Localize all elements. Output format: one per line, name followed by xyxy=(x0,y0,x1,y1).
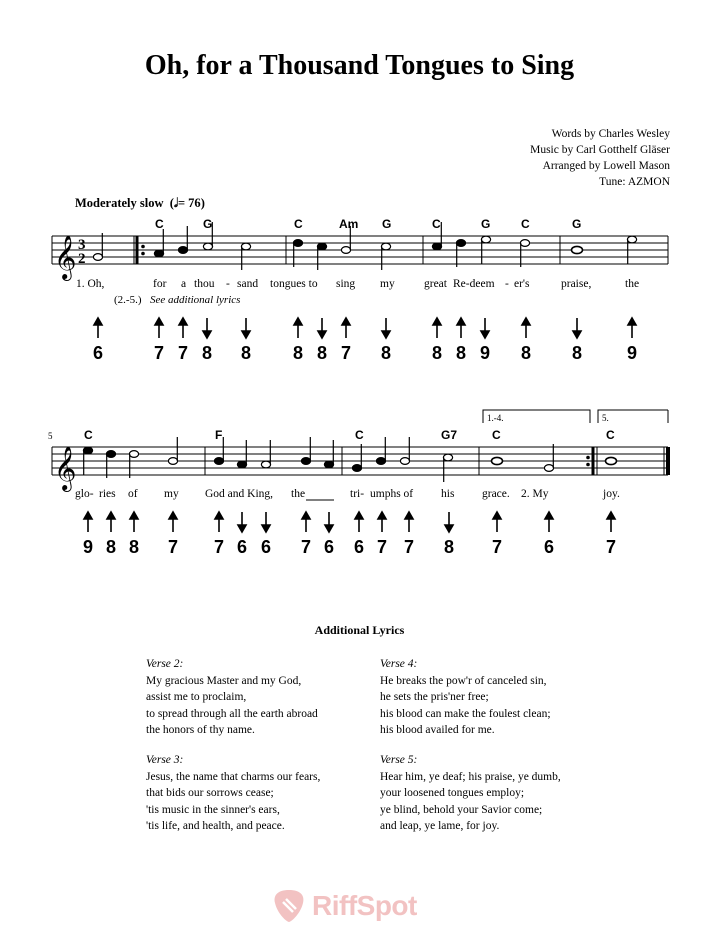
lyric: 2. My xyxy=(521,488,549,500)
lyric: a xyxy=(181,278,187,290)
harmonica-hole: 6 xyxy=(236,537,248,557)
harmonica-hole: 6 xyxy=(543,537,555,557)
lyric: grace. xyxy=(482,488,510,500)
harmonica-hole: 6 xyxy=(92,343,104,363)
verse-line: the honors of thy name. xyxy=(146,724,255,736)
verse-block xyxy=(146,752,320,835)
credit-words: Words by Charles Wesley xyxy=(551,128,670,140)
harmonica-arrows-system2 xyxy=(84,512,615,532)
harmonica-hole: 8 xyxy=(431,343,443,363)
harmonica-arrows-system1 xyxy=(94,318,636,338)
song-title: Oh, for a Thousand Tongues to Sing xyxy=(144,50,575,81)
harmonica-hole: 8 xyxy=(105,537,117,557)
chord-symbol: G xyxy=(572,217,582,231)
verse-block xyxy=(146,656,318,739)
harmonica-hole: 8 xyxy=(128,537,140,557)
verse-label: Verse 4: xyxy=(380,658,418,670)
treble-clef-icon: 𝄞 xyxy=(54,235,77,279)
harmonica-hole: 7 xyxy=(167,537,179,557)
credit-tune: Tune: AZMON xyxy=(599,176,670,188)
harmonica-hole: 8 xyxy=(380,343,392,363)
lyric: umphs of xyxy=(370,488,414,500)
harmonica-hole: 8 xyxy=(455,343,467,363)
verse-line: his blood availed for me. xyxy=(380,724,495,736)
lyric: the xyxy=(625,278,640,290)
see-additional-lyrics: See additional lyrics xyxy=(150,294,241,306)
lyric: my xyxy=(164,488,179,500)
verse-line: he sets the pris'ner free; xyxy=(380,691,489,703)
lyric: sand xyxy=(237,278,259,290)
svg-text:2: 2 xyxy=(78,251,86,267)
credit-arranged: Arranged by Lowell Mason xyxy=(542,160,670,172)
harmonica-hole: 7 xyxy=(340,343,352,363)
chord-symbol: Am xyxy=(339,217,359,231)
svg-text:3: 3 xyxy=(78,237,86,253)
chord-symbol: C xyxy=(521,217,530,231)
lyric: the xyxy=(291,488,306,500)
lyric: of xyxy=(128,488,138,500)
volta-2-label: 5. xyxy=(602,413,609,423)
harmonica-hole: 7 xyxy=(177,343,189,363)
verse-line: Jesus, the name that charms our fears, xyxy=(146,770,321,783)
riffspot-logo xyxy=(272,888,417,924)
time-signature xyxy=(78,237,86,267)
additional-lyrics-heading: Additional Lyrics xyxy=(314,623,405,637)
verse-line: My gracious Master and my God, xyxy=(146,674,302,687)
chord-symbol: G xyxy=(481,217,491,231)
treble-clef-icon: 𝄞 xyxy=(54,446,77,490)
harmonica-hole: 7 xyxy=(300,537,312,557)
verse-range: (2.-5.) xyxy=(114,294,142,306)
verse-block xyxy=(380,656,551,739)
lyric: ries xyxy=(99,488,116,500)
harmonica-hole: 9 xyxy=(82,537,94,557)
harmonica-hole: 8 xyxy=(201,343,213,363)
verse-line: and leap, ye lame, for joy. xyxy=(380,820,500,832)
chord-symbol: G7 xyxy=(441,428,458,442)
half-note-icon: 𝅗𝅥 xyxy=(173,196,178,210)
harmonica-hole: 6 xyxy=(353,537,365,557)
verse-line: that bids our sorrows cease; xyxy=(146,787,274,799)
lyric: great xyxy=(424,278,447,290)
lyric: his xyxy=(441,488,455,500)
lyric: Re-deem xyxy=(453,278,495,290)
verse-line: 'tis music in the sinner's ears, xyxy=(146,803,280,816)
chord-symbol: G xyxy=(203,217,213,231)
verse-line: assist me to proclaim, xyxy=(146,691,247,703)
harmonica-hole: 8 xyxy=(443,537,455,557)
chord-symbol: C xyxy=(355,428,364,442)
verse-block xyxy=(380,752,561,835)
lyric: 1. Oh, xyxy=(76,278,105,290)
chord-symbol: C xyxy=(294,217,303,231)
measure-number: 5 xyxy=(48,431,53,441)
harmonica-hole: 7 xyxy=(376,537,388,557)
verse-label: Verse 5: xyxy=(380,754,418,766)
tempo-marking: Moderately slow (𝅗𝅥= 76) xyxy=(75,196,205,210)
harmonica-hole: 6 xyxy=(260,537,272,557)
harmonica-hole: 8 xyxy=(520,343,532,363)
lyric: thou xyxy=(194,278,215,290)
harmonica-hole: 8 xyxy=(240,343,252,363)
lyric: er's xyxy=(514,278,530,290)
chord-symbol: G xyxy=(382,217,392,231)
lyric: God and King, xyxy=(205,488,274,500)
lyric: sing xyxy=(336,278,356,290)
harmonica-hole: 7 xyxy=(213,537,225,557)
harmonica-hole: 7 xyxy=(403,537,415,557)
verse-label: Verse 3: xyxy=(146,754,184,766)
chord-symbol: C xyxy=(155,217,164,231)
lyric: tri- xyxy=(350,488,365,500)
volta-brackets xyxy=(483,410,668,423)
lyric: my xyxy=(380,278,395,290)
volta-1-label: 1.-4. xyxy=(487,413,504,423)
notes-system1 xyxy=(93,222,636,270)
lyric: joy. xyxy=(603,488,620,500)
lyric: - xyxy=(226,278,230,290)
chord-symbol: F xyxy=(215,428,223,442)
verse-label: Verse 2: xyxy=(146,658,184,670)
lyric: glo- xyxy=(75,488,94,500)
chord-symbol: C xyxy=(432,217,441,231)
harmonica-hole: 7 xyxy=(153,343,165,363)
harmonica-hole: 9 xyxy=(626,343,638,363)
verse-line: He breaks the pow'r of canceled sin, xyxy=(380,674,547,687)
harmonica-hole: 7 xyxy=(491,537,503,557)
harmonica-hole: 8 xyxy=(571,343,583,363)
metronome-value: = 76 xyxy=(177,196,201,210)
verse-line: his blood can make the foulest clean; xyxy=(380,707,551,720)
chord-symbol: C xyxy=(606,428,615,442)
harmonica-hole: 9 xyxy=(479,343,491,363)
verse-line: Hear him, ye deaf; his praise, ye dumb, xyxy=(380,770,561,783)
harmonica-hole: 8 xyxy=(316,343,328,363)
credit-music: Music by Carl Gotthelf Gläser xyxy=(530,144,670,156)
verse-line: to spread through all the earth abroad xyxy=(146,707,318,720)
verse-line: 'tis life, and health, and peace. xyxy=(146,820,285,832)
chord-symbol: C xyxy=(84,428,93,442)
guitar-pick-icon xyxy=(272,888,306,924)
lyric: for xyxy=(153,278,167,290)
harmonica-hole: 8 xyxy=(292,343,304,363)
lyric: tongues to xyxy=(270,278,318,290)
lyric: - xyxy=(505,278,509,290)
tempo-text: Moderately slow xyxy=(75,196,164,210)
harmonica-hole: 6 xyxy=(323,537,335,557)
logo-text: RiffSpot xyxy=(312,890,417,921)
chord-symbol: C xyxy=(492,428,501,442)
verse-line: your loosened tongues employ; xyxy=(380,787,525,799)
lyric: praise, xyxy=(561,278,592,290)
verse-line: ye blind, behold your Savior come; xyxy=(380,803,543,816)
harmonica-hole: 7 xyxy=(605,537,617,557)
